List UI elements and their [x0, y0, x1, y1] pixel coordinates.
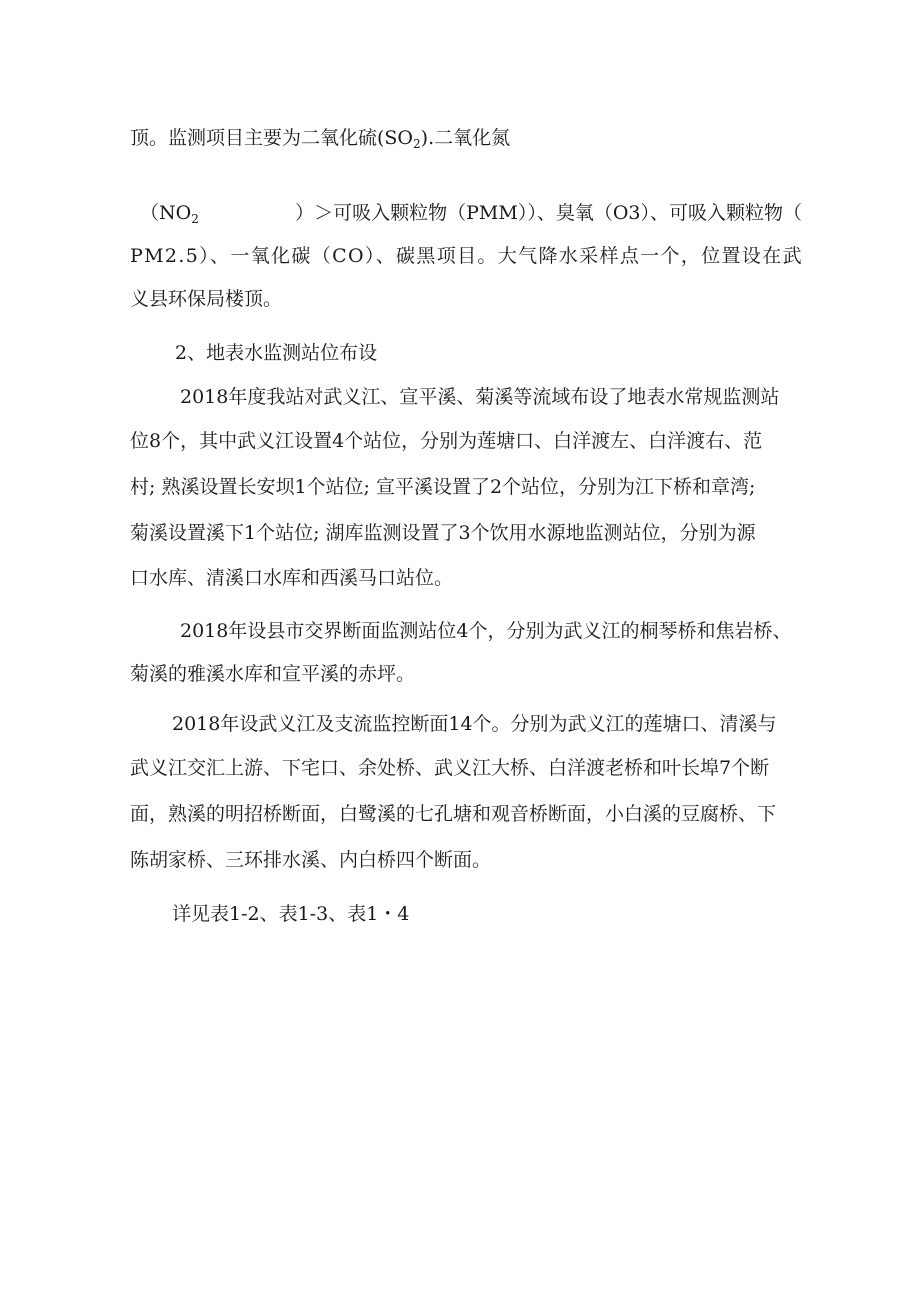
- line-2-head: [140, 201, 199, 225]
- text-line-9: [130, 521, 756, 545]
- section-heading: [175, 341, 377, 365]
- line-1-text: 顶。监测项目主要为二氧化硫(SO: [130, 127, 414, 149]
- line-15-text: 面，熟溪的明招桥断面，白鹭溪的七孔塘和观音桥断面，小白溪的豆腐桥、下: [130, 803, 777, 825]
- line-7-text: 位8个，其中武义江设置4个站位，分别为莲塘口、白洋渡左、白洋渡右、范: [130, 430, 763, 452]
- line-3-text: PM2.5）、一氧化碳（CO）、碳黑项目。大气降水采样点一个，位置设在武: [130, 245, 803, 267]
- text-line-3: [130, 244, 802, 268]
- line-13-text: 2018年设武义江及支流监控断面14个。分别为武义江的莲塘口、清溪与: [172, 713, 777, 735]
- line-11-text: 2018年设县市交界断面监测站位4个，分别为武义江的桐琴桥和焦岩桥、: [180, 620, 792, 642]
- line-10-text: 口水库、清溪口水库和西溪马口站位。: [130, 567, 454, 589]
- subscript: 2: [413, 137, 421, 151]
- line-14-text: 武义江交汇上游、下宅口、余处桥、武义江大桥、白洋渡老桥和叶长埠7个断: [130, 757, 770, 779]
- text-line-17: [172, 902, 409, 926]
- section-heading-text: 2、地表水监测站位布设: [175, 342, 378, 364]
- text-line-1: [130, 126, 510, 150]
- line-8-text: 村; 熟溪设置长安坝1个站位; 宣平溪设置了2个站位，分别为江下桥和章湾;: [130, 476, 756, 498]
- text-line-11: [180, 619, 791, 643]
- text-line-16: [130, 848, 491, 872]
- text-line-12: [130, 662, 415, 686]
- line-12-text: 菊溪的雅溪水库和宣平溪的赤坪。: [130, 663, 416, 685]
- text-line-8: [130, 475, 755, 499]
- text-line-7: [130, 429, 762, 453]
- text-line-14: [130, 756, 769, 780]
- line-6-text: 2018年度我站对武义江、宣平溪、菊溪等流域布设了地表水常规监测站: [180, 386, 780, 408]
- text-line-6: [180, 385, 779, 409]
- line-4-text: 义县环保局楼顶。: [130, 288, 283, 310]
- line-2-text: ）＞可吸入颗粒物（PMM））、臭氧（O3）、可吸入颗粒物（: [295, 202, 802, 224]
- line-9-text: 菊溪设置溪下1个站位; 湖库监测设置了3个饮用水源地监测站位，分别为源: [130, 522, 756, 544]
- line-16-text: 陈胡家桥、三环排水溪、内白桥四个断面。: [130, 849, 492, 871]
- text-line-4: [130, 287, 282, 311]
- line-1-tail: ).二氧化氮: [420, 127, 511, 149]
- text-line-15: [130, 802, 776, 826]
- text-line-2: [140, 201, 802, 225]
- line-2-prefix: （NO: [140, 202, 192, 224]
- text-line-13: [172, 712, 777, 736]
- text-line-10: [130, 566, 453, 590]
- line-17-text: 详见表1-2、表1-3、表1・4: [172, 903, 410, 925]
- subscript: 2: [191, 212, 199, 226]
